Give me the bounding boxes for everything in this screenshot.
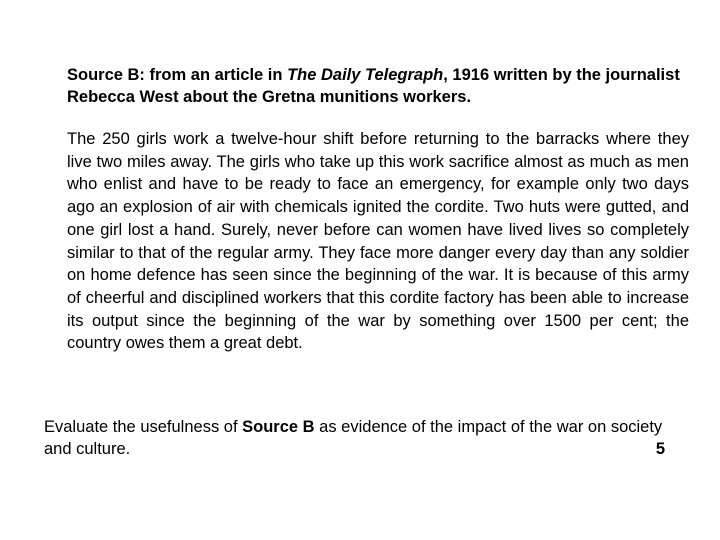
source-extract: The 250 girls work a twelve-hour shift before returning to the barracks where they live two miles away. The girls who take up this work sacrifice almost as much as men who enlist and have to be ready to face an emergency, for example only two days ago an explosion of air with chemicals ignited the cordite. Two huts were gutted, and one girl lost a hand. Surely, never before can women have lived lives so completely similar to that of the regular army. They face more danger every day than any soldier on home defence has seen since the beginning of the war. It is because of this army of cheerful and disciplined workers that this cordite factory has been able to increase its output since the beginning of the war by something over 1500 per cent; the country owes them a great debt. <box>67 130 689 353</box>
question-source-ref: Source B <box>242 418 315 436</box>
source-heading <box>67 64 692 108</box>
publication-title: The Daily Telegraph <box>287 66 444 84</box>
question-prefix: Evaluate the usefulness of <box>44 418 243 436</box>
heading-suffix: , 1916 written by the journalist Rebecca West about the Gretna munitions workers. <box>67 66 680 106</box>
question-suffix: as evidence of the impact of the war on society and culture. <box>44 418 663 458</box>
question-marks: 5 <box>655 440 665 458</box>
exam-question <box>44 416 665 460</box>
heading-prefix: Source B: from an article in <box>67 66 288 84</box>
